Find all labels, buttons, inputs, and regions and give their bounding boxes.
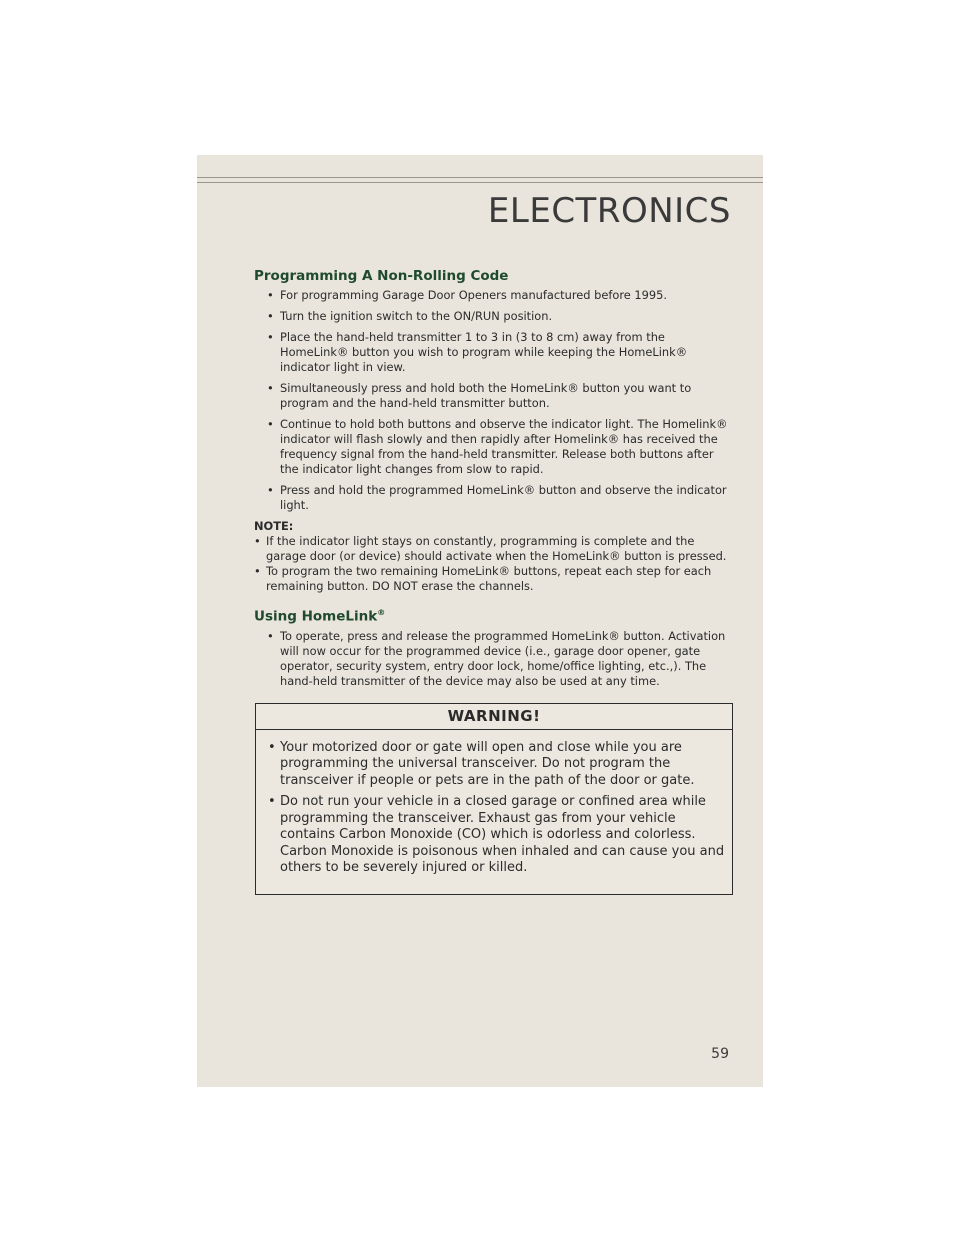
header-rule-bottom <box>197 182 763 183</box>
list-item: • Press and hold the programmed HomeLink® button and observe the indicator light. <box>254 483 734 513</box>
registered-mark: ® <box>377 608 386 617</box>
programming-steps <box>254 288 734 513</box>
list-item: • Your motorized door or gate will open and close while you are programming the universal transceiver. Do not program the transceiver if people or pets are in the path of the door or gate. <box>262 740 726 790</box>
page-content <box>254 268 734 895</box>
using-homelink-heading <box>254 608 734 625</box>
warning-list <box>256 730 732 894</box>
note-list <box>254 534 734 594</box>
warning-box <box>255 703 733 895</box>
manual-page <box>197 155 763 1087</box>
list-item: • Place the hand-held transmitter 1 to 3 in (3 to 8 cm) away from the HomeLink® button you wish to program while keeping the HomeLink® indicator light in view. <box>254 330 734 375</box>
programming-heading: Programming A Non-Rolling Code <box>254 268 509 284</box>
warning-title: WARNING! <box>256 704 732 730</box>
using-heading-text: Using HomeLink <box>254 608 378 625</box>
list-item: • To program the two remaining HomeLink® buttons, repeat each step for each remaining button. DO NOT erase the channels. <box>254 564 734 594</box>
list-item: • Continue to hold both buttons and observe the indicator light. The Homelink® indicator will flash slowly and then rapidly after Homelink® has received the frequency signal from the hand-held transmitter. Release both buttons after the indicator light changes from slow to rapid. <box>254 417 734 477</box>
list-item: • Turn the ignition switch to the ON/RUN position. <box>254 309 734 324</box>
section-title: ELECTRONICS <box>487 191 731 231</box>
note-label: NOTE: <box>254 519 294 533</box>
page-number: 59 <box>711 1046 729 1062</box>
list-item: • To operate, press and release the programmed HomeLink® button. Activation will now occur for the programmed device (i.e., garage door opener, gate operator, security system, entry door lock, home/office lighting, etc.,). The hand-held transmitter of the device may also be used at any time. <box>254 629 734 689</box>
list-item: • If the indicator light stays on constantly, programming is complete and the garage door (or device) should activate when the HomeLink® button is pressed. <box>254 534 734 564</box>
using-list <box>254 629 734 689</box>
list-item: • Simultaneously press and hold both the HomeLink® button you want to program and the hand-held transmitter button. <box>254 381 734 411</box>
list-item: • For programming Garage Door Openers manufactured before 1995. <box>254 288 734 303</box>
header-rule-top <box>197 177 763 178</box>
list-item: • Do not run your vehicle in a closed garage or confined area while programming the transceiver. Exhaust gas from your vehicle contains Carbon Monoxide (CO) which is odorless and colorless. Carbon Monoxide is poisonous when inhaled and can cause you and others to be severely injured or killed. <box>262 794 726 877</box>
